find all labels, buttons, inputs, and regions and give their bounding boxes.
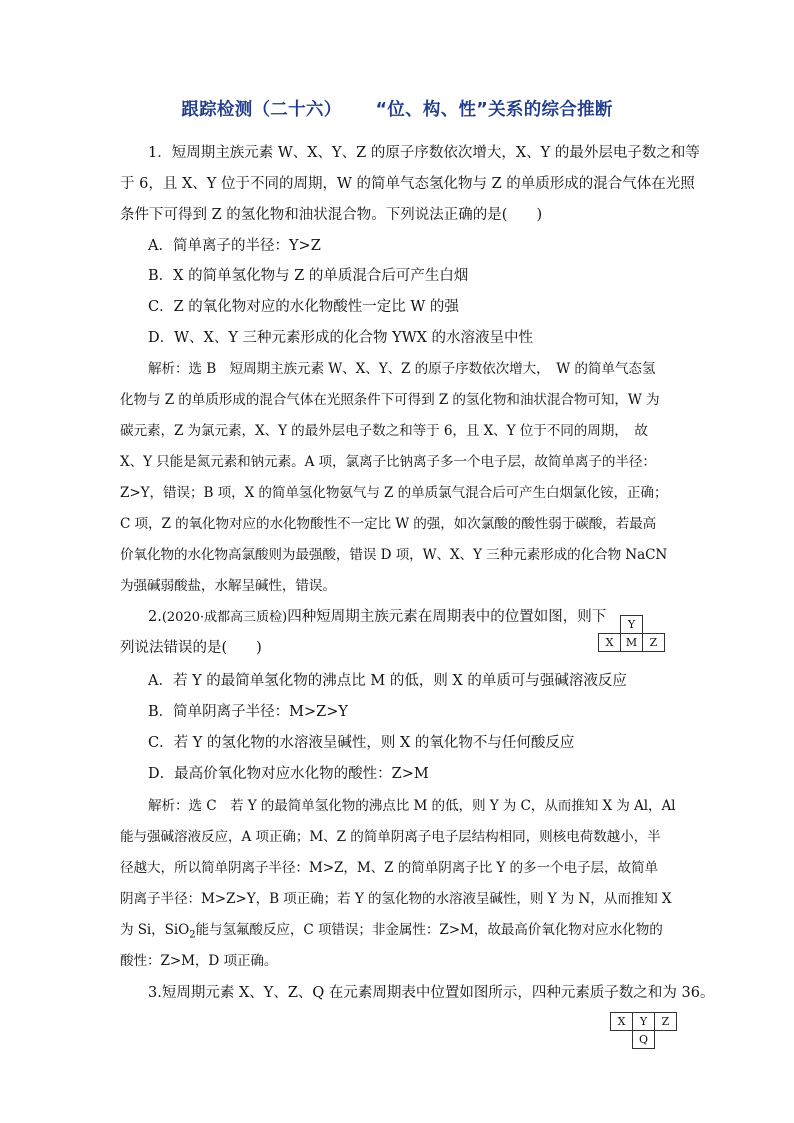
- q2-solution-line-6: 酸性：Z>M，D 项正确。: [120, 953, 278, 969]
- q2-solution-line-4: 阴离子半径：M>Z>Y，B 项正确；若 Y 的氢化物的水溶液呈碱性，则 Y 为 N，从而推知 X: [120, 891, 672, 907]
- q1-option-c: C．Z 的氧化物对应的水化物酸性一定比 W 的强: [148, 299, 459, 315]
- table-cell-y: Y: [633, 1013, 655, 1031]
- table-blank-cell: [599, 616, 621, 634]
- q2-sol5-pre: 为 Si，SiO: [120, 922, 190, 938]
- q3-periodic-table: [610, 1012, 677, 1049]
- q1-solution-line-7: 价氧化物的水化物高氯酸则为最强酸，错误 D 项，W、X、Y 三种元素形成的化合物 NaCN: [120, 547, 668, 563]
- q2-solution-line-2: 能与强碱溶液反应，A 项正确；M、Z 的简单阴离子电子层结构相同，则核电荷数越小，半: [120, 829, 661, 845]
- q1-option-d: D．W、X、Y 三种元素形成的化合物 YWX 的水溶液呈中性: [148, 330, 534, 346]
- q1-line-1: 1．短周期主族元素 W、X、Y、Z 的原子序数依次增大，X、Y 的最外层电子数之和等: [148, 145, 700, 161]
- q3-line-1: 3.短周期元素 X、Y、Z、Q 在元素周期表中位置如图所示，四种元素质子数之和为 36。: [148, 985, 715, 1001]
- q1-solution-line-3: 碳元素，Z 为氯元素，X、Y 的最外层电子数之和等于 6，且 X、Y 位于不同的周期， 故: [120, 423, 648, 439]
- q1-solution-line-8: 为强碱弱酸盐，水解呈碱性，错误。: [120, 578, 336, 594]
- table-cell-y: Y: [621, 616, 643, 634]
- table-blank-cell: [643, 616, 665, 634]
- q1-solution-line-6: C 项，Z 的氧化物对应的水化物酸性不一定比 W 的强，如次氯酸的酸性弱于碳酸，若最高: [120, 516, 657, 532]
- q1-option-b: B．X 的简单氢化物与 Z 的单质混合后可产生白烟: [148, 268, 469, 284]
- q2-line-1-text: 四种短周期主族元素在周期表中的位置如图，则下: [287, 609, 607, 625]
- q1-solution-line-4: X、Y 只能是氮元素和钠元素。A 项，氯离子比钠离子多一个电子层，故简单离子的半径：: [120, 454, 656, 470]
- q1-solution-line-1: 解析：选 B 短周期主族元素 W、X、Y、Z 的原子序数依次增大， W 的简单气态氢: [148, 361, 656, 377]
- table-cell-m: M: [621, 634, 643, 652]
- title-left: 跟踪检测（二十六）: [181, 100, 342, 120]
- q2-option-b: B．简单阴离子半径：M>Z>Y: [148, 704, 348, 720]
- q2-sol5-sub: 2: [189, 929, 196, 941]
- q2-solution-line-5: [120, 920, 680, 946]
- q2-periodic-table: [598, 615, 665, 652]
- q2-option-c: C．若 Y 的氢化物的水溶液呈碱性，则 X 的氧化物不与任何酸反应: [148, 735, 575, 751]
- q1-line-2: 于 6，且 X、Y 位于不同的周期，W 的简单气态氢化物与 Z 的单质形成的混合气体在光照: [120, 176, 695, 192]
- table-cell-x: X: [611, 1013, 633, 1031]
- table-blank-cell: [611, 1031, 633, 1049]
- q1-solution-line-2: 化物与 Z 的单质形成的混合气体在光照条件下可得到 Z 的氢化物和油状混合物可知，W 为: [120, 392, 660, 408]
- q2-option-d: D．最高价氧化物对应水化物的酸性：Z>M: [148, 766, 429, 782]
- title-right: “位、构、性”关系的综合推断: [375, 100, 613, 120]
- table-blank-cell: [655, 1031, 677, 1049]
- q2-line-2: 列说法错误的是( ): [120, 640, 262, 656]
- q2-solution-line-1: 解析：选 C 若 Y 的最简单氢化物的沸点比 M 的低，则 Y 为 C，从而推知 X 为 Al，Al: [148, 798, 676, 814]
- table-cell-z: Z: [643, 634, 665, 652]
- table-cell-z: Z: [655, 1013, 677, 1031]
- page-title: [0, 96, 794, 121]
- q2-sol5-post: 能与氢氟酸反应，C 项错误；非金属性：Z>M，故最高价氧化物对应水化物的: [195, 922, 663, 938]
- q2-option-a: A．若 Y 的最简单氢化物的沸点比 M 的低，则 X 的单质可与强碱溶液反应: [148, 673, 627, 689]
- table-cell-q: Q: [633, 1031, 655, 1049]
- q2-number: 2.: [148, 609, 162, 625]
- q1-line-3: 条件下可得到 Z 的氢化物和油状混合物。下列说法正确的是( ): [120, 207, 543, 223]
- q2-source: (2020·成都高三质检): [161, 610, 288, 625]
- q2-solution-line-3: 径越大，所以简单阴离子半径：M>Z，M、Z 的简单阴离子比 Y 的多一个电子层，故简单: [120, 860, 658, 876]
- q1-option-a: A．简单离子的半径：Y>Z: [148, 238, 321, 254]
- table-cell-x: X: [599, 634, 621, 652]
- q1-solution-line-5: Z>Y，错误；B 项，X 的简单氢化物氨气与 Z 的单质氯气混合后可产生白烟氯化铵，正确；: [120, 485, 668, 501]
